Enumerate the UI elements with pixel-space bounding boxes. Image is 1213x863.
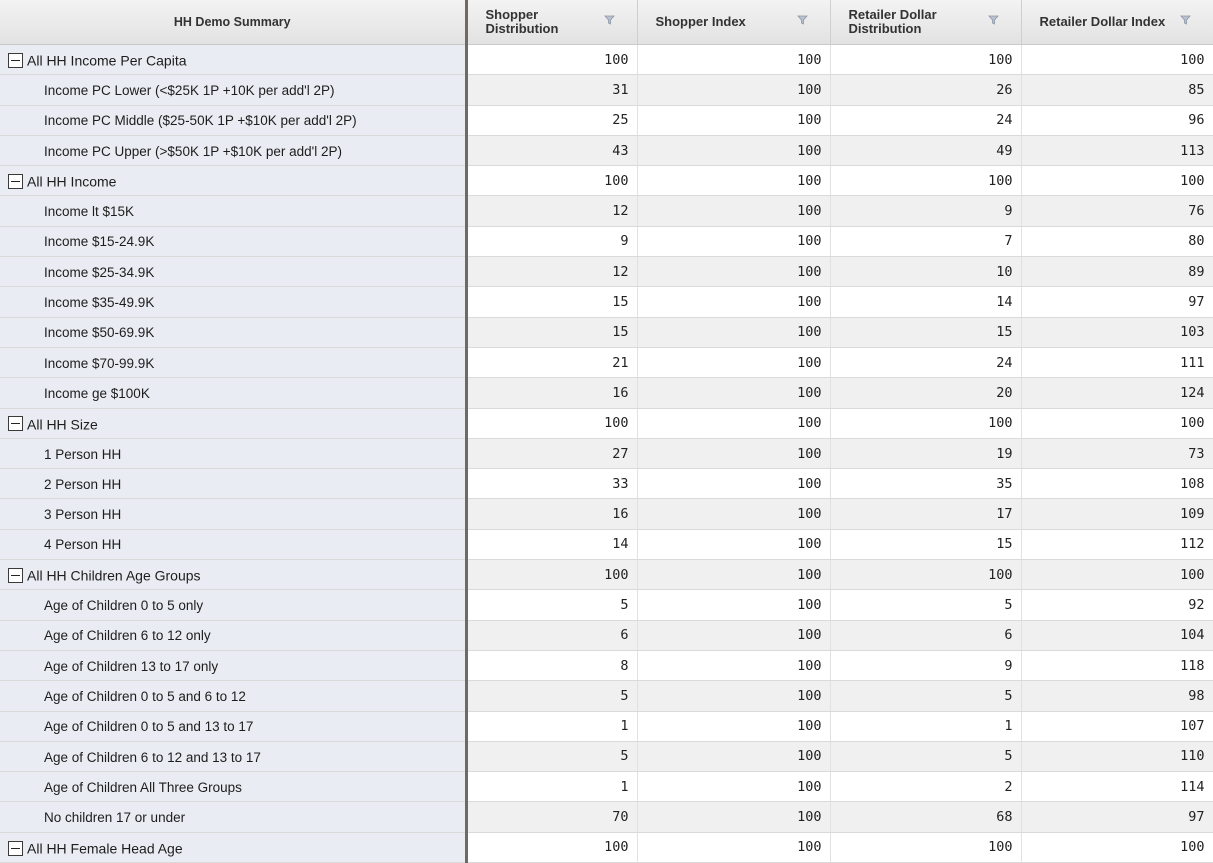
row-label-cell (0, 347, 466, 377)
value-cell: 5 (466, 741, 637, 771)
row-label-cell (0, 469, 466, 499)
value-cell: 100 (466, 45, 637, 75)
row-label: Age of Children 6 to 12 only (44, 628, 211, 644)
table-row[interactable] (0, 75, 1213, 105)
row-label: 2 Person HH (44, 476, 122, 492)
value-cell: 12 (466, 196, 637, 226)
value-cell: 100 (637, 196, 830, 226)
row-label-cell (0, 650, 466, 680)
value-cell: 76 (1021, 196, 1213, 226)
value-cell: 108 (1021, 469, 1213, 499)
value-cell: 70 (466, 802, 637, 832)
value-cell: 98 (1021, 681, 1213, 711)
row-label-cell (0, 832, 466, 862)
value-cell: 103 (1021, 317, 1213, 347)
row-label: Age of Children 6 to 12 and 13 to 17 (44, 749, 261, 765)
row-label: Age of Children 0 to 5 only (44, 597, 204, 613)
value-cell: 100 (637, 135, 830, 165)
value-cell: 100 (637, 347, 830, 377)
value-cell: 5 (830, 741, 1021, 771)
group-row[interactable] (0, 408, 1213, 438)
value-cell: 100 (830, 166, 1021, 196)
filter-funnel-icon[interactable] (1180, 14, 1191, 25)
row-label: Income ge $100K (44, 385, 150, 401)
value-cell: 100 (466, 408, 637, 438)
value-cell: 5 (466, 590, 637, 620)
value-cell: 27 (466, 438, 637, 468)
value-cell: 15 (830, 529, 1021, 559)
collapse-minus-icon[interactable] (8, 416, 23, 431)
value-cell: 104 (1021, 620, 1213, 650)
row-label-cell (0, 590, 466, 620)
value-cell: 5 (830, 590, 1021, 620)
value-cell: 9 (830, 196, 1021, 226)
value-cell: 1 (466, 711, 637, 741)
row-label: Income PC Lower (<$25K 1P +10K per add'l 2P) (44, 82, 335, 98)
value-cell: 16 (466, 499, 637, 529)
value-cell: 19 (830, 438, 1021, 468)
table-row[interactable] (0, 590, 1213, 620)
value-cell: 100 (637, 832, 830, 862)
value-cell: 26 (830, 75, 1021, 105)
row-label-cell (0, 741, 466, 771)
value-cell: 25 (466, 105, 637, 135)
row-label: Income $70-99.9K (44, 355, 155, 371)
row-label: Income $25-34.9K (44, 264, 155, 280)
value-cell: 31 (466, 75, 637, 105)
value-cell: 6 (466, 620, 637, 650)
row-label: 3 Person HH (44, 507, 122, 523)
table-row[interactable] (0, 499, 1213, 529)
column-header-text: Retailer Dollar Index (1039, 14, 1166, 29)
collapse-minus-icon[interactable] (8, 53, 23, 68)
row-label-cell (0, 560, 466, 590)
value-cell: 100 (830, 408, 1021, 438)
value-cell: 89 (1021, 257, 1213, 287)
table-body (0, 45, 1213, 863)
value-cell: 100 (1021, 560, 1213, 590)
value-cell: 100 (637, 105, 830, 135)
value-cell: 100 (637, 378, 830, 408)
value-cell: 5 (830, 681, 1021, 711)
value-cell: 15 (466, 287, 637, 317)
value-cell: 100 (637, 499, 830, 529)
value-cell: 100 (637, 620, 830, 650)
value-cell: 100 (637, 590, 830, 620)
value-cell: 100 (637, 560, 830, 590)
row-label: 1 Person HH (44, 446, 122, 462)
value-cell: 124 (1021, 378, 1213, 408)
row-label-cell (0, 408, 466, 438)
row-label: Income PC Upper (>$50K 1P +$10K per add'l 2P) (44, 143, 343, 159)
value-cell: 97 (1021, 287, 1213, 317)
row-label-cell (0, 135, 466, 165)
row-label: Age of Children All Three Groups (44, 779, 242, 795)
value-cell: 118 (1021, 650, 1213, 680)
value-cell: 100 (637, 772, 830, 802)
value-cell: 20 (830, 378, 1021, 408)
filter-funnel-icon[interactable] (604, 14, 615, 25)
table-row[interactable] (0, 711, 1213, 741)
table-row[interactable] (0, 529, 1213, 559)
column-header-retailer-dollar-index[interactable] (1021, 0, 1213, 45)
row-label-cell (0, 287, 466, 317)
row-label: Age of Children 13 to 17 only (44, 658, 219, 674)
group-row[interactable] (0, 45, 1213, 75)
value-cell: 21 (466, 347, 637, 377)
row-label-cell (0, 105, 466, 135)
value-cell: 24 (830, 105, 1021, 135)
value-cell: 100 (466, 832, 637, 862)
row-label-cell (0, 802, 466, 832)
group-row[interactable] (0, 166, 1213, 196)
value-cell: 100 (637, 529, 830, 559)
table-row[interactable] (0, 772, 1213, 802)
value-cell: 15 (466, 317, 637, 347)
column-header-retailer-dollar-distribution[interactable] (830, 0, 1021, 45)
value-cell: 100 (466, 166, 637, 196)
table-row[interactable] (0, 347, 1213, 377)
row-label-cell (0, 529, 466, 559)
value-cell: 14 (830, 287, 1021, 317)
value-cell: 10 (830, 257, 1021, 287)
value-cell: 15 (830, 317, 1021, 347)
filter-funnel-icon[interactable] (988, 14, 999, 25)
value-cell: 100 (830, 45, 1021, 75)
value-cell: 100 (637, 650, 830, 680)
row-label-cell (0, 257, 466, 287)
value-cell: 100 (637, 226, 830, 256)
row-label-cell (0, 499, 466, 529)
value-cell: 35 (830, 469, 1021, 499)
row-label-cell (0, 711, 466, 741)
table-row[interactable] (0, 378, 1213, 408)
row-label: No children 17 or under (44, 810, 186, 826)
value-cell: 43 (466, 135, 637, 165)
table-row[interactable] (0, 226, 1213, 256)
value-cell: 100 (637, 75, 830, 105)
filter-funnel-icon[interactable] (797, 14, 808, 25)
table-row[interactable] (0, 317, 1213, 347)
table-row[interactable] (0, 650, 1213, 680)
value-cell: 110 (1021, 741, 1213, 771)
value-cell: 12 (466, 257, 637, 287)
value-cell: 107 (1021, 711, 1213, 741)
value-cell: 100 (637, 741, 830, 771)
row-label: All HH Income Per Capita (27, 52, 187, 69)
value-cell: 85 (1021, 75, 1213, 105)
value-cell: 100 (637, 681, 830, 711)
table-row[interactable] (0, 438, 1213, 468)
column-header-label[interactable]: HH Demo Summary (0, 0, 466, 45)
value-cell: 2 (830, 772, 1021, 802)
value-cell: 100 (637, 257, 830, 287)
value-cell: 6 (830, 620, 1021, 650)
value-cell: 92 (1021, 590, 1213, 620)
row-label: All HH Female Head Age (27, 840, 183, 857)
row-label-cell (0, 378, 466, 408)
row-label-cell (0, 620, 466, 650)
table-row[interactable] (0, 802, 1213, 832)
table-row[interactable] (0, 196, 1213, 226)
value-cell: 96 (1021, 105, 1213, 135)
value-cell: 1 (830, 711, 1021, 741)
collapse-minus-icon[interactable] (8, 568, 23, 583)
table-row[interactable] (0, 620, 1213, 650)
table-row[interactable] (0, 681, 1213, 711)
row-label: Income PC Middle ($25-50K 1P +$10K per add'l 2P) (44, 113, 357, 129)
value-cell: 100 (637, 166, 830, 196)
value-cell: 97 (1021, 802, 1213, 832)
row-label-cell (0, 681, 466, 711)
value-cell: 80 (1021, 226, 1213, 256)
column-header-text: Shopper Distribution (485, 7, 559, 36)
value-cell: 5 (466, 681, 637, 711)
row-label: All HH Income (27, 173, 117, 190)
value-cell: 100 (1021, 408, 1213, 438)
table-row[interactable] (0, 257, 1213, 287)
row-label-cell (0, 772, 466, 802)
value-cell: 33 (466, 469, 637, 499)
row-label: All HH Children Age Groups (27, 567, 201, 584)
value-cell: 16 (466, 378, 637, 408)
group-row[interactable] (0, 832, 1213, 862)
value-cell: 9 (466, 226, 637, 256)
collapse-minus-icon[interactable] (8, 174, 23, 189)
value-cell: 100 (830, 560, 1021, 590)
value-cell: 109 (1021, 499, 1213, 529)
row-label-cell (0, 166, 466, 196)
row-label-cell (0, 226, 466, 256)
value-cell: 100 (1021, 166, 1213, 196)
value-cell: 114 (1021, 772, 1213, 802)
value-cell: 17 (830, 499, 1021, 529)
row-label: Age of Children 0 to 5 and 13 to 17 (44, 719, 254, 735)
value-cell: 100 (637, 802, 830, 832)
table-row[interactable] (0, 135, 1213, 165)
row-label: Income $50-69.9K (44, 325, 155, 341)
row-label: Income lt $15K (44, 204, 135, 220)
value-cell: 7 (830, 226, 1021, 256)
column-header-text: Shopper Index (655, 14, 746, 29)
value-cell: 68 (830, 802, 1021, 832)
value-cell: 100 (637, 408, 830, 438)
column-header-shopper-index[interactable] (637, 0, 830, 45)
value-cell: 112 (1021, 529, 1213, 559)
value-cell: 8 (466, 650, 637, 680)
column-header-text: Retailer Dollar Distribution (848, 7, 937, 36)
value-cell: 24 (830, 347, 1021, 377)
value-cell: 100 (1021, 832, 1213, 862)
table-row[interactable] (0, 287, 1213, 317)
row-label: Income $35-49.9K (44, 294, 155, 310)
value-cell: 73 (1021, 438, 1213, 468)
row-label: Income $15-24.9K (44, 234, 155, 250)
value-cell: 1 (466, 772, 637, 802)
value-cell: 100 (637, 469, 830, 499)
value-cell: 14 (466, 529, 637, 559)
collapse-minus-icon[interactable] (8, 841, 23, 856)
value-cell: 9 (830, 650, 1021, 680)
row-label-cell (0, 75, 466, 105)
value-cell: 100 (637, 317, 830, 347)
row-label: All HH Size (27, 415, 98, 432)
group-row[interactable] (0, 560, 1213, 590)
value-cell: 100 (637, 711, 830, 741)
row-label-cell (0, 438, 466, 468)
value-cell: 113 (1021, 135, 1213, 165)
value-cell: 111 (1021, 347, 1213, 377)
value-cell: 49 (830, 135, 1021, 165)
table-row[interactable] (0, 105, 1213, 135)
column-header-shopper-distribution[interactable] (466, 0, 637, 45)
row-label: 4 Person HH (44, 537, 122, 553)
row-label-cell (0, 317, 466, 347)
row-label: Age of Children 0 to 5 and 6 to 12 (44, 688, 246, 704)
value-cell: 100 (637, 45, 830, 75)
row-label-cell (0, 45, 466, 75)
value-cell: 100 (466, 560, 637, 590)
value-cell: 100 (830, 832, 1021, 862)
header-row (0, 0, 1213, 45)
value-cell: 100 (1021, 45, 1213, 75)
value-cell: 100 (637, 438, 830, 468)
table-row[interactable] (0, 469, 1213, 499)
table-row[interactable] (0, 741, 1213, 771)
row-label-cell (0, 196, 466, 226)
value-cell: 100 (637, 287, 830, 317)
